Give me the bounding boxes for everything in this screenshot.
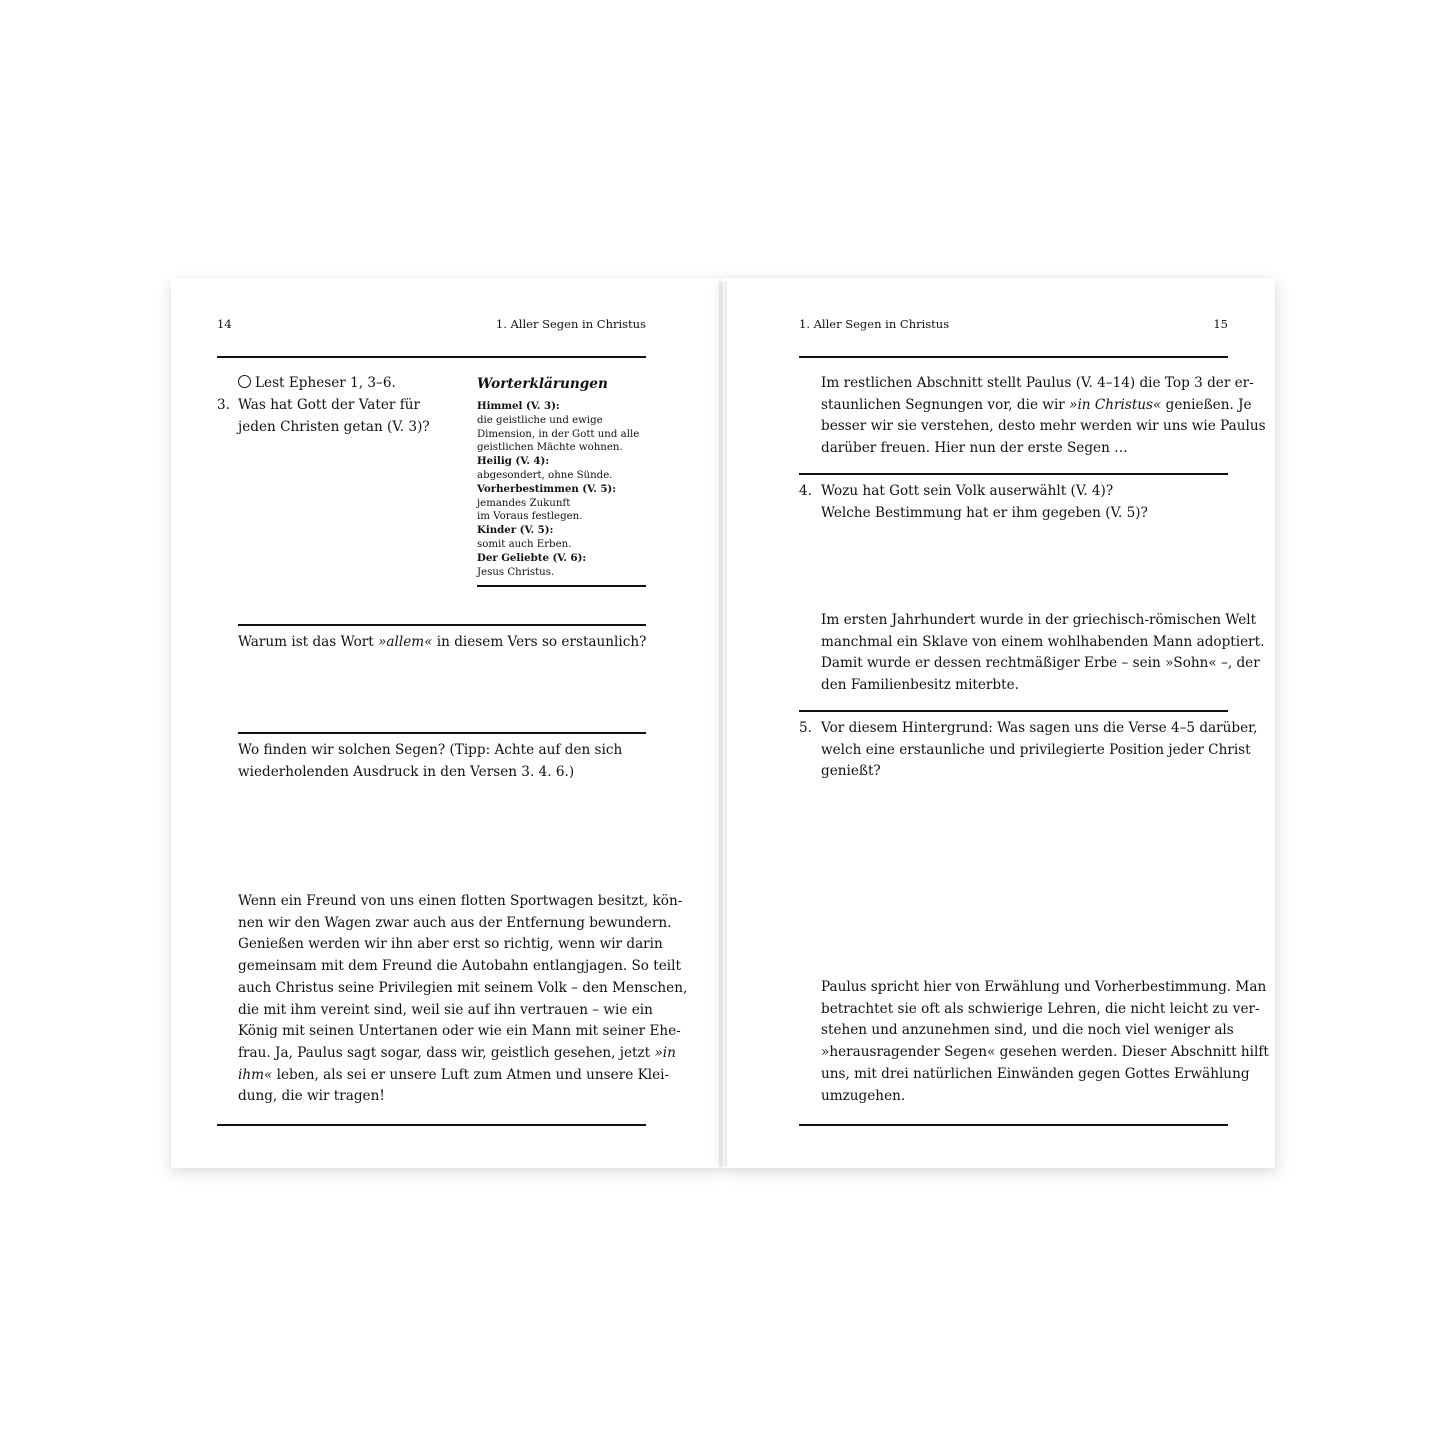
question-segen: Wo finden wir solchen Segen? (Tipp: Achte auf den sich wiederholenden Ausdruck in den Versen 3. 4. 6.) [238,742,623,780]
instruction-text: Lest Epheser 1, 3–6. [255,375,396,391]
glossary-box [477,375,639,579]
question-3 [238,395,430,438]
section-rule [238,732,646,734]
reading-instruction [238,373,396,395]
glossary-definition: die geistliche und ewige [477,414,603,426]
running-head-right: 1. Aller Segen in Christus [799,317,950,331]
glossary-definition: Jesus Christus. [477,566,555,578]
glossary-term: Kinder (V. 5): [477,524,554,537]
glossary-term: Himmel (V. 3): [477,400,560,412]
question-3-line: jeden Christen getan (V. 3)? [238,418,430,435]
section-rule [238,624,646,626]
section-rule [799,473,1228,475]
header-rule-right [799,356,1228,358]
election-paragraph: Paulus spricht hier von Erwählung und Vorherbestimmung. Man betrachtet sie oft als schwierige Lehren, die nicht leicht zu ver- stehen und anzunehmen sind, und die noch viel weniger als »herausragender Segen« gesehen werden. Dieser Abschnitt hilft uns, mit drei natürlichen Einwänden gegen Gottes Erwählung umzugehen. [821,979,1269,1104]
glossary-definition: jemandes Zukunft [477,497,571,509]
question-5: Vor diesem Hintergrund: Was sagen uns die Verse 4–5 darüber, welch eine erstaunliche und privilegierte Position jeder Christ genießt? [821,720,1258,780]
question-allem: Warum ist das Wort »allem« in diesem Vers so erstaunlich? [238,634,647,650]
question-4: Wozu hat Gott sein Volk auserwählt (V. 4)? Welche Bestimmung hat er ihm gegeben (V. 5)? [821,483,1148,521]
header-rule-left [217,356,646,358]
intro-paragraph: Im restlichen Abschnitt stellt Paulus (V. 4–14) die Top 3 der er- staunlichen Segnungen vor, die wir »in Christus« genießen. Je besser wir sie verstehen, desto mehr werden wir uns wie Paulus darüber freuen. Hier nun der erste Segen … [821,375,1266,457]
page-number-right: 15 [1213,317,1228,331]
glossary-term: Vorherbestimmen (V. 5): [477,482,617,495]
footer-rule-right [799,1124,1228,1126]
glossary-rule [477,585,646,587]
section-rule [799,710,1228,712]
footer-rule-left [217,1124,646,1126]
glossary-list [477,400,639,579]
glossary-term: Heilig (V. 4): [477,455,550,468]
checkbox-circle-icon[interactable] [238,375,251,388]
page-number-left: 14 [217,317,232,331]
sportwagen-paragraph: Wenn ein Freund von uns einen flotten Sportwagen besitzt, kön- nen wir den Wagen zwar auch aus der Entfernung bewundern. Genießen werden wir ihn aber erst so richtig, wenn wir darin gemeinsam mit dem Freund die Autobahn entlangjagen. So teilt auch Christus seine Privilegien mit seinem Volk – den Menschen, die mit ihm vereint sind, weil sie auf ihn vertrauen – wie ein König mit seinen Untertanen oder wie ein Mann mit seiner Ehe- frau. Ja, Paulus sagt sogar, dass wir, geistlich gesehen, jetzt »in ihm« leben, als sei er unsere Luft zum Atmen und unsere Klei- dung, die wir tragen! [238,893,688,1105]
glossary-term: Der Geliebte (V. 6): [477,551,587,564]
book-gutter [719,282,727,1166]
question-3-line: Was hat Gott der Vater für [238,397,420,413]
adoption-paragraph: Im ersten Jahrhundert wurde in der griechisch-römischen Welt manchmal ein Sklave von einem wohlhabenden Mann adoptiert. Damit wurde er dessen rechtmäßiger Erbe – sein »Sohn« –, der den Familienbesitz miterbte. [821,612,1265,694]
glossary-definition: geistlichen Mächte wohnen. [477,442,623,454]
question-4-number: 4. [799,483,812,499]
glossary-definition: somit auch Erben. [477,538,572,550]
glossary-definition: im Voraus festlegen. [477,511,583,523]
glossary-title: Worterklärungen [477,376,608,392]
glossary-definition: abgesondert, ohne Sünde. [477,469,613,481]
running-head-left: 1. Aller Segen in Christus [495,317,646,331]
question-3-number: 3. [217,397,230,413]
question-5-number: 5. [799,720,812,736]
glossary-definition: Dimension, in der Gott und alle [477,428,640,440]
